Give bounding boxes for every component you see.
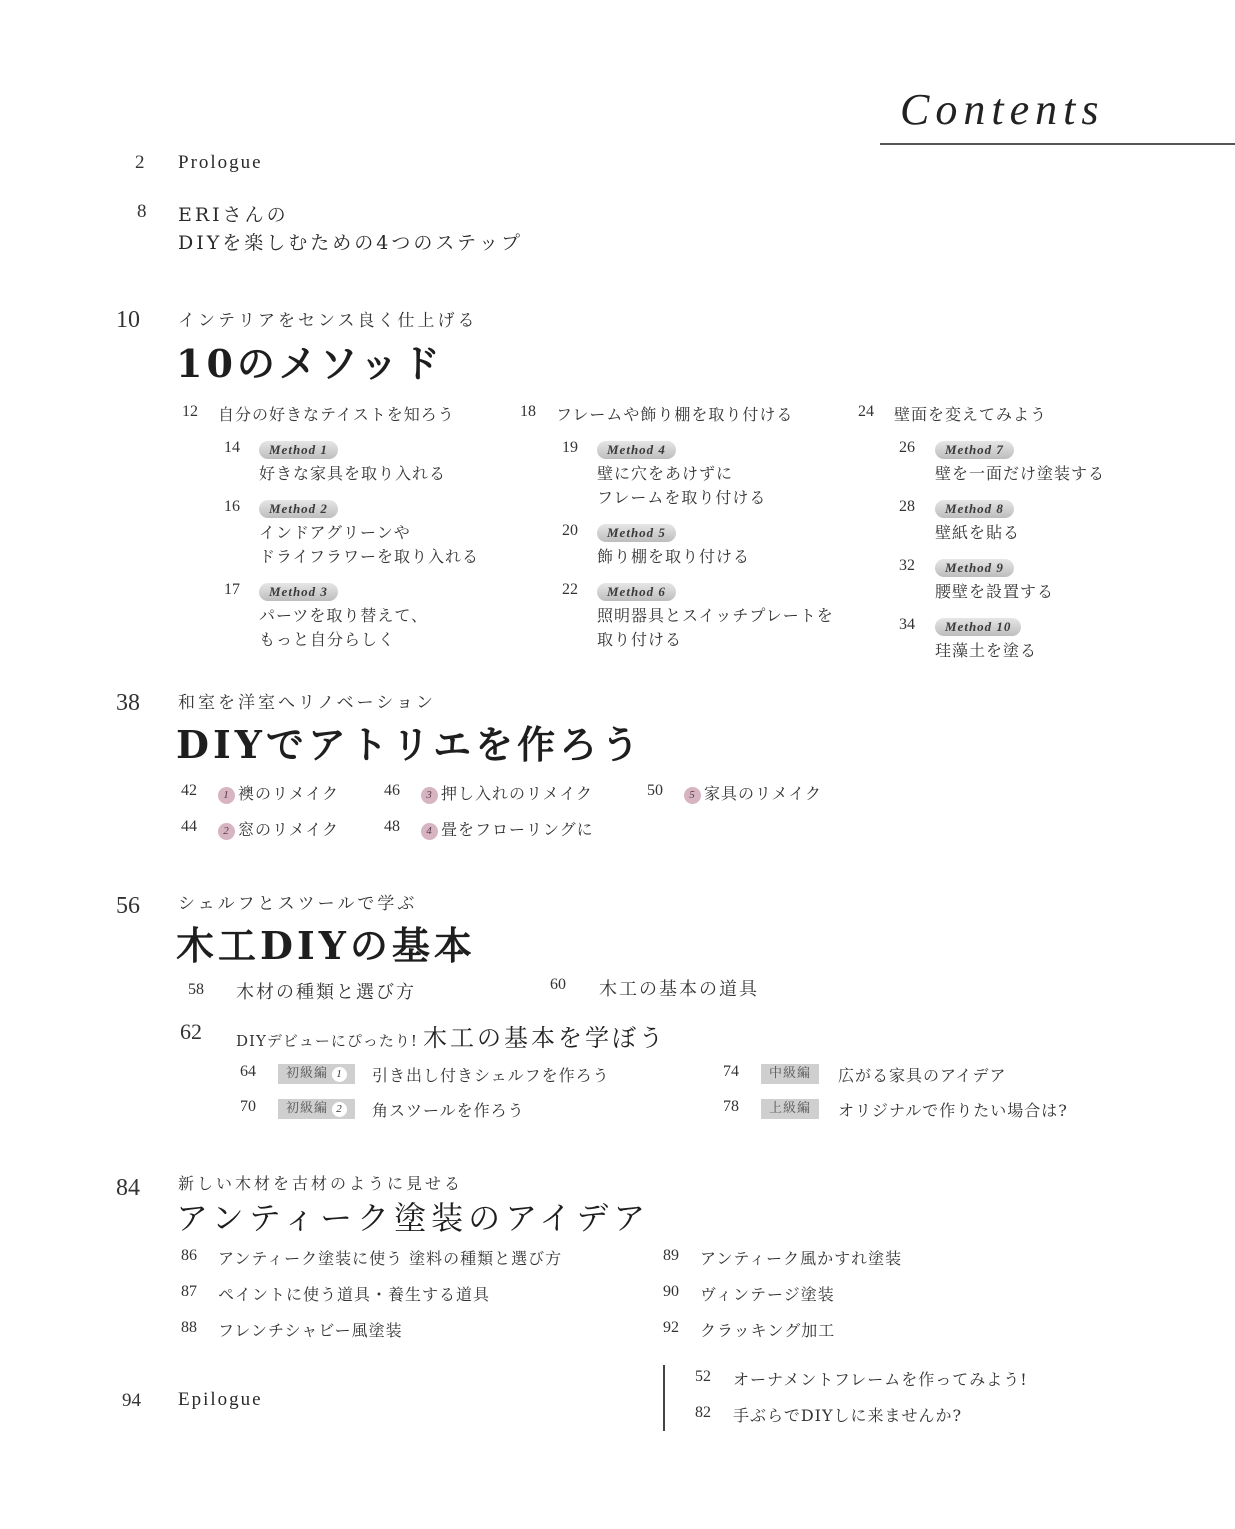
toc-entry-label: 家具のリメイク (704, 784, 823, 803)
toc-page-number: 48 (384, 818, 400, 835)
section-title[interactable]: 10のメソッド (176, 341, 444, 386)
toc-entry[interactable]: フレンチシャビー風塗装 (218, 1321, 403, 1340)
toc-page-number: 14 (224, 439, 240, 456)
toc-entry[interactable]: 珪藻土を塗る (935, 641, 1038, 660)
toc-entry[interactable]: インドアグリーンや (259, 523, 411, 542)
toc-page-number: 18 (520, 403, 536, 420)
page-title: Contents (900, 85, 1105, 134)
number-circle-icon: 4 (421, 823, 438, 840)
section-title[interactable]: 木工DIYの基本 (176, 923, 476, 968)
method-badge: Method 6 (597, 583, 676, 601)
toc-entry[interactable] (421, 817, 594, 840)
method-badge: Method 9 (935, 559, 1014, 577)
toc-page-number: 44 (181, 818, 197, 835)
toc-entry[interactable]: 壁紙を貼る (935, 523, 1021, 542)
section-page-number: 56 (116, 893, 140, 919)
toc-page-number: 58 (188, 981, 204, 998)
toc-entry-label: 押し入れのリメイク (441, 784, 594, 803)
toc-entry[interactable] (218, 781, 339, 804)
toc-page-number: 34 (899, 616, 915, 633)
section-page-number: 38 (116, 690, 140, 716)
section-subtitle: 和室を洋室へリノベーション (178, 693, 436, 713)
toc-page-number: 52 (695, 1368, 711, 1385)
toc-entry-label: 襖のリメイク (238, 784, 340, 803)
toc-page-number: 62 (180, 1019, 202, 1044)
toc-entry[interactable]: 広がる家具のアイデア (838, 1066, 1007, 1085)
method-badge: Method 5 (597, 524, 676, 542)
toc-entry[interactable]: オリジナルで作りたい場合は? (838, 1101, 1068, 1120)
toc-page-number: 19 (562, 439, 578, 456)
toc-entry[interactable]: 引き出し付きシェルフを作ろう (372, 1066, 610, 1085)
toc-page-number: 22 (562, 581, 578, 598)
toc-page-number: 74 (723, 1063, 739, 1080)
toc-entry[interactable]: 好きな家具を取り入れる (259, 464, 447, 483)
lesson-heading[interactable] (236, 1018, 666, 1053)
toc-page-number: 64 (240, 1063, 256, 1080)
toc-entry[interactable]: アンティーク風かすれ塗装 (700, 1249, 903, 1268)
toc-entry[interactable]: 手ぶらでDIYしに来ませんか? (733, 1406, 963, 1425)
toc-page-number: 32 (899, 557, 915, 574)
toc-page-number: 78 (723, 1098, 739, 1115)
toc-entry[interactable]: パーツを取り替えて、 (259, 606, 429, 625)
toc-entry[interactable]: 角スツールを作ろう (372, 1101, 525, 1120)
toc-page-number: 88 (181, 1319, 197, 1336)
section-subtitle: インテリアをセンス良く仕上げる (178, 311, 478, 331)
section-title[interactable]: DIYでアトリエを作ろう (176, 722, 644, 767)
level-badge: 初級編 2 (278, 1099, 355, 1119)
toc-entry-label: 窓のリメイク (238, 820, 340, 839)
toc-entry[interactable]: オーナメントフレームを作ってみよう! (733, 1370, 1028, 1389)
method-badge: Method 7 (935, 441, 1014, 459)
toc-entry[interactable]: ペイントに使う道具・養生する道具 (218, 1285, 491, 1304)
toc-page-number: 8 (137, 201, 147, 222)
toc-entry[interactable]: 木工の基本の道具 (599, 979, 759, 1000)
lesson-prefix: DIYデビューにぴったり! (236, 1032, 418, 1050)
toc-entry-eri-line2[interactable]: DIYを楽しむための4つのステップ (178, 232, 523, 254)
toc-entry[interactable]: クラッキング加工 (700, 1321, 836, 1340)
lesson-title: 木工の基本を学ぼう (422, 1024, 666, 1052)
toc-entry[interactable] (684, 781, 822, 804)
toc-entry[interactable] (218, 817, 339, 840)
toc-entry[interactable]: 腰壁を設置する (935, 582, 1055, 601)
level-badge: 中級編 (761, 1064, 819, 1084)
method-badge: Method 8 (935, 500, 1014, 518)
toc-page-number: 20 (562, 522, 578, 539)
method-badge: Method 10 (935, 618, 1021, 636)
title-underline (880, 143, 1235, 145)
section-page-number: 10 (116, 307, 140, 333)
toc-page-number: 12 (182, 403, 198, 420)
toc-entry[interactable]: アンティーク塗装に使う 塗料の種類と選び方 (218, 1249, 563, 1268)
level-badge: 初級編 1 (278, 1064, 355, 1084)
toc-page-number: 86 (181, 1247, 197, 1264)
section-subtitle: 新しい木材を古材のように見せる (178, 1174, 464, 1193)
method-badge: Method 3 (259, 583, 338, 601)
toc-entry-label: 畳をフローリングに (441, 820, 594, 839)
number-circle-icon: 5 (684, 787, 701, 804)
column-divider (663, 1365, 665, 1431)
toc-entry[interactable] (421, 781, 593, 804)
toc-page-number: 89 (663, 1247, 679, 1264)
toc-entry-epilogue[interactable]: Epilogue (178, 1389, 263, 1410)
group-title[interactable]: フレームや飾り棚を取り付ける (556, 405, 794, 424)
toc-entry[interactable]: 照明器具とスイッチプレートを (597, 606, 834, 625)
number-circle-icon: 2 (218, 823, 235, 840)
toc-page-number: 82 (695, 1404, 711, 1421)
toc-page-number: 28 (899, 498, 915, 515)
toc-page-number: 24 (858, 403, 874, 420)
toc-page-number: 60 (550, 976, 566, 993)
toc-page-number: 87 (181, 1283, 197, 1300)
level-badge: 上級編 (761, 1099, 819, 1119)
toc-page-number: 26 (899, 439, 915, 456)
toc-entry[interactable]: ヴィンテージ塗装 (700, 1285, 835, 1304)
toc-page-number: 94 (122, 1390, 141, 1411)
toc-entry[interactable]: 飾り棚を取り付ける (597, 547, 751, 566)
method-badge: Method 1 (259, 441, 338, 459)
section-title[interactable]: アンティーク塗装のアイデア (176, 1199, 651, 1237)
group-title[interactable]: 壁面を変えてみよう (894, 405, 1048, 424)
toc-page-number: 90 (663, 1283, 679, 1300)
method-badge: Method 2 (259, 500, 338, 518)
method-badge: Method 4 (597, 441, 676, 459)
toc-page-number: 92 (663, 1319, 679, 1336)
number-circle-icon: 1 (218, 787, 235, 804)
toc-entry[interactable]: フレームを取り付ける (597, 488, 767, 507)
toc-entry[interactable]: 木材の種類と選び方 (236, 982, 416, 1003)
number-circle-icon: 3 (421, 787, 438, 804)
section-subtitle: シェルフとスツールで学ぶ (178, 894, 418, 914)
toc-entry[interactable]: 取り付ける (597, 630, 683, 649)
toc-page-number: 70 (240, 1098, 256, 1115)
toc-entry[interactable]: 壁を一面だけ塗装する (935, 464, 1106, 483)
toc-entry-eri-line1[interactable]: ERIさんの (178, 204, 289, 226)
toc-page-number: 46 (384, 782, 400, 799)
group-title[interactable]: 自分の好きなテイストを知ろう (218, 405, 455, 424)
toc-page-number: 50 (647, 782, 663, 799)
toc-page-number: 42 (181, 782, 197, 799)
toc-page-number: 16 (224, 498, 240, 515)
toc-entry[interactable]: もっと自分らしく (259, 630, 396, 649)
toc-entry[interactable]: ドライフラワーを取り入れる (259, 547, 480, 566)
toc-page-number: 2 (135, 152, 145, 173)
toc-entry[interactable]: 壁に穴をあけずに (597, 464, 734, 483)
toc-page-number: 17 (224, 581, 240, 598)
toc-entry-prologue[interactable]: Prologue (178, 152, 263, 173)
section-page-number: 84 (116, 1175, 140, 1201)
